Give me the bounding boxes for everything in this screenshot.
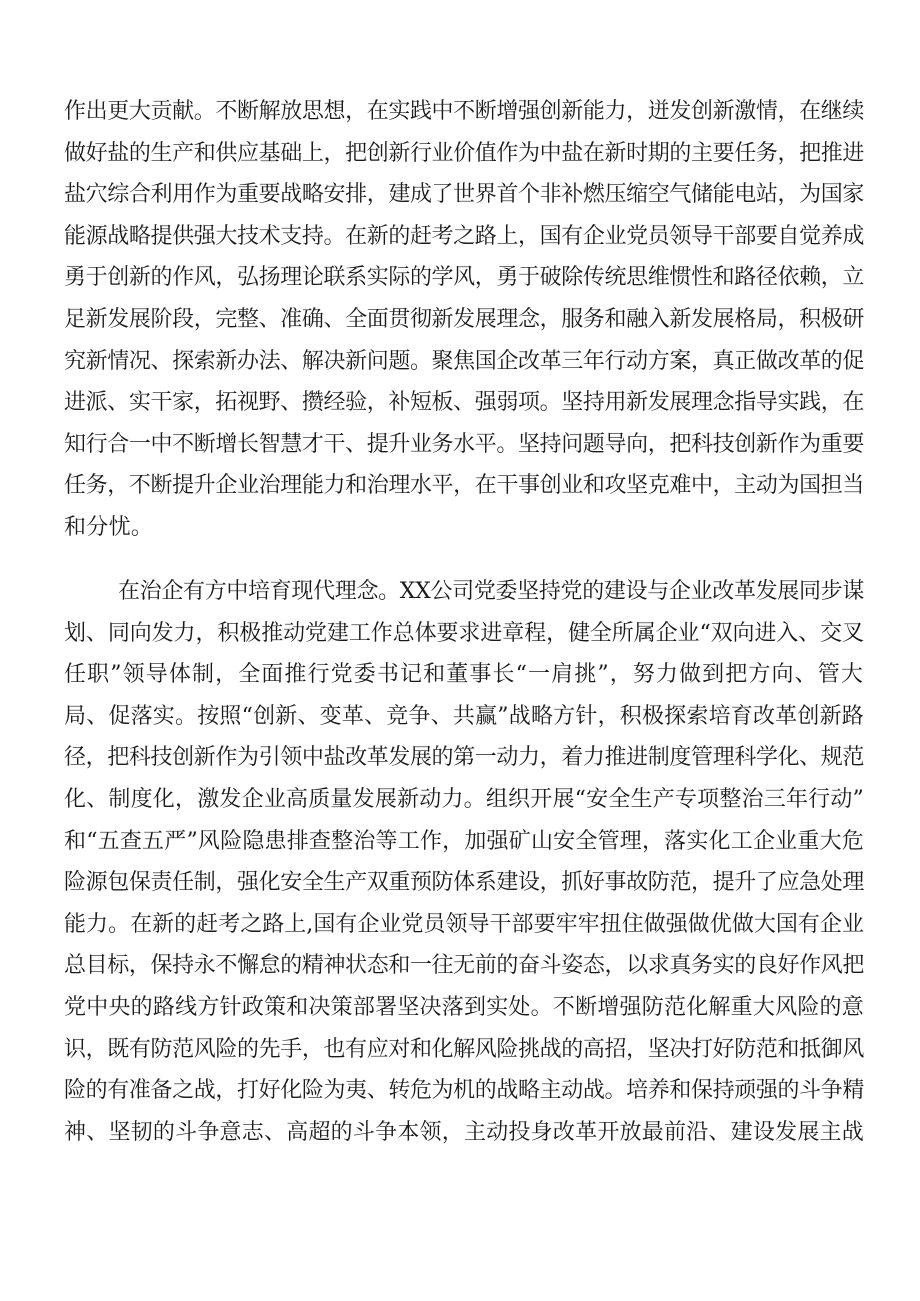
text-line: 径，把科技创新作为引领中盐改革发展的第一动力，着力推进制度管理科学化、规范 — [64, 745, 864, 771]
text-line: 识，既有防范风险的先手，也有应对和化解风险挑战的高招，坚决打好防范和抵御风 — [64, 1036, 864, 1062]
text-line: 任职”领导体制，全面推行党委书记和董事长“一肩挑”，努力做到把方向、管大 — [64, 662, 864, 688]
text-line: 能源战略提供强大技术支持。在新的赶考之路上，国有企业党员领导干部要自觉养成 — [64, 223, 864, 249]
text-line: 任务，不断提升企业治理能力和治理水平，在干事创业和攻坚克难中，主动为国担当 — [64, 473, 864, 499]
text-line: 足新发展阶段，完整、准确、全面贯彻新发展理念，服务和融入新发展格局，积极研 — [64, 306, 864, 332]
paragraph-2 — [64, 571, 864, 1153]
text-line: 在治企有方中培育现代理念。XX公司党委坚持党的建设与企业改革发展同步谋 — [118, 579, 864, 604]
text-line: 究新情况、探索新办法、解决新问题。聚焦国企改革三年行动方案，真正做改革的促 — [64, 348, 864, 374]
text-line: 作出更大贡献。不断解放思想，在实践中不断增强创新能力，迸发创新激情，在继续 — [64, 99, 864, 124]
text-line: 党中央的路线方针政策和决策部署坚决落到实处。不断增强防范化解重大风险的意 — [64, 994, 864, 1020]
paragraph-1 — [64, 91, 864, 549]
text-line: 化、制度化，激发企业高质量发展新动力。组织开展“安全生产专项整治三年行动” — [64, 786, 864, 812]
text-line: 能力。在新的赶考之路上,国有企业党员领导干部要牢牢扭住做强做优做大国有企业 — [64, 911, 864, 937]
text-line: 神、坚韧的斗争意志、高超的斗争本领，主动投身改革开放最前沿、建设发展主战 — [64, 1119, 864, 1145]
text-line: 险源包保责任制，强化安全生产双重预防体系建设，抓好事故防范，提升了应急处理 — [64, 870, 864, 896]
text-line: 勇于创新的作风，弘扬理论联系实际的学风，勇于破除传统思维惯性和路径依赖，立 — [64, 265, 864, 291]
text-line: 知行合一中不断增长智慧才干、提升业务水平。坚持问题导向，把科技创新作为重要 — [64, 431, 864, 457]
text-line: 和分忧。 — [64, 514, 154, 540]
text-line: 盐穴综合利用作为重要战略安排，建成了世界首个非补燃压缩空气储能电站，为国家 — [64, 182, 864, 208]
text-line: 进派、实干家，拓视野、攒经验，补短板、强弱项。坚持用新发展理念指导实践，在 — [64, 390, 864, 416]
text-line: 划、同向发力，积极推动党建工作总体要求进章程，健全所属企业“双向进入、交叉 — [64, 620, 865, 646]
text-line: 险的有准备之战，打好化险为夷、转危为机的战略主动战。培养和保持顽强的斗争精 — [64, 1078, 864, 1104]
text-line: 总目标，保持永不懈怠的精神状态和一往无前的奋斗姿态，以求真务实的良好作风把 — [64, 953, 864, 979]
text-line: 做好盐的生产和供应基础上，把创新行业价值作为中盐在新时期的主要任务，把推进 — [64, 140, 864, 166]
text-line: 和“五查五严”风险隐患排查整治等工作，加强矿山安全管理，落实化工企业重大危 — [64, 828, 864, 854]
text-line: 局、促落实。按照“创新、变革、竞争、共赢”战略方针，积极探索培育改革创新路 — [64, 703, 864, 729]
